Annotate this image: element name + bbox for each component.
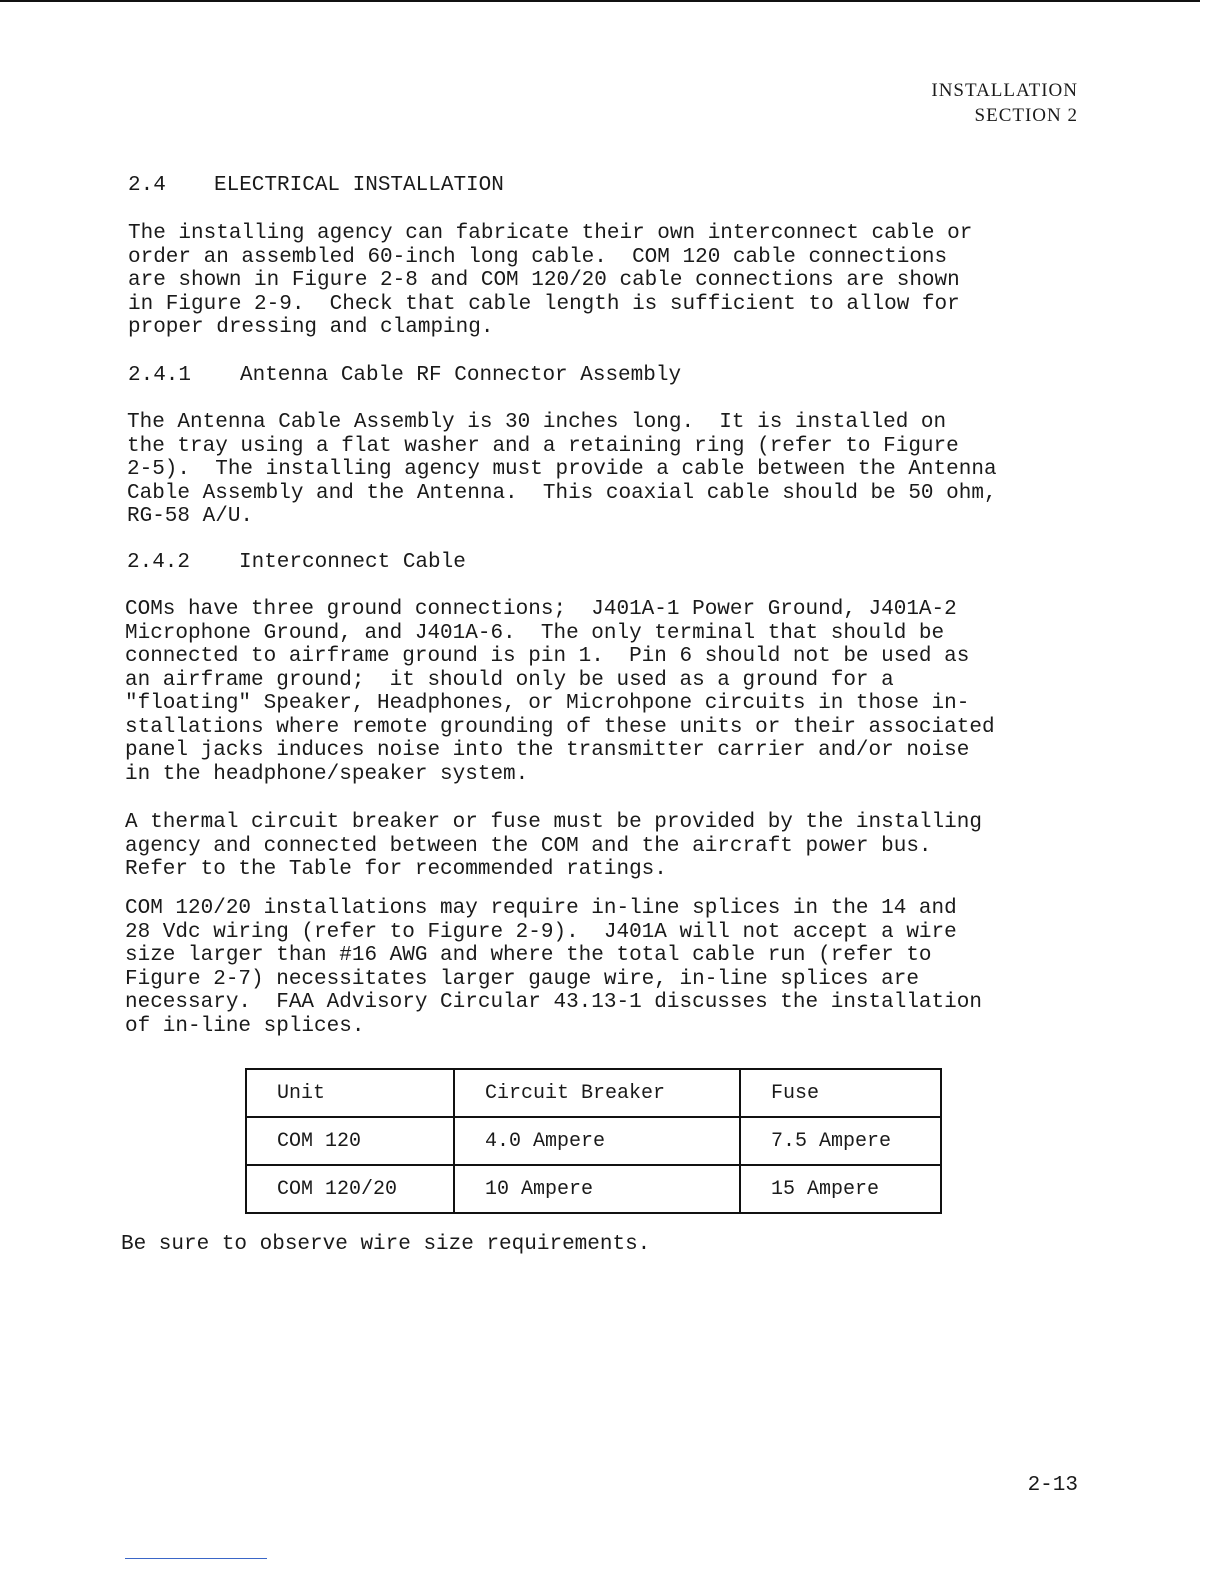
section-title: ELECTRICAL INSTALLATION — [214, 174, 504, 197]
table-cell: COM 120 — [246, 1117, 454, 1165]
subsection-heading-antenna — [128, 364, 681, 388]
table-header-row — [246, 1069, 941, 1117]
table-header-cell: Fuse — [740, 1069, 941, 1117]
section-intro-paragraph: The installing agency can fabricate their own interconnect cable or order an assembled 60-inch long cable. COM 120 cable connections are shown in Figure 2-8 and COM 120/20 cable connections are shown in Figure 2-9. Check that cable length is sufficient to allow for proper dressing and clamping. — [128, 222, 973, 339]
footer-note: Be sure to observe wire size requirements. — [121, 1233, 651, 1256]
bottom-stub-line — [125, 1558, 267, 1559]
top-rule — [0, 0, 1200, 2]
splices-paragraph: COM 120/20 installations may require in-line splices in the 14 and 28 Vdc wiring (refer to Figure 2-9). J401A will not accept a wire size larger than #16 AWG and where the total cable run (refer to Figure 2-7) necessitates larger gauge wire, in-line splices are necessary. FAA Advisory Circular 43.13-1 discusses the installation of in-line splices. — [125, 897, 982, 1038]
table-row — [246, 1165, 941, 1213]
subsection-number: 2.4.1 — [128, 364, 192, 387]
header-installation: INSTALLATION — [931, 80, 1078, 101]
table-header-cell: Circuit Breaker — [454, 1069, 740, 1117]
ratings-table — [245, 1068, 942, 1214]
subsection-heading-interconnect — [127, 551, 466, 575]
table-cell: 10 Ampere — [454, 1165, 740, 1213]
page-number: 2-13 — [1027, 1474, 1078, 1497]
circuit-breaker-paragraph: A thermal circuit breaker or fuse must be provided by the installing agency and connected between the COM and the aircraft power bus. Refer to the Table for recommended ratings. — [125, 811, 982, 881]
subsection-title: Antenna Cable RF Connector Assembly — [240, 364, 682, 387]
section-number: 2.4 — [128, 174, 166, 197]
antenna-paragraph: The Antenna Cable Assembly is 30 inches long. It is installed on the tray using a flat washer and a retaining ring (refer to Figure 2-5). The installing agency must provide a cable between the Antenna Cable Assembly and the Antenna. This coaxial cable should be 50 ohm, RG-58 A/U. — [127, 411, 997, 528]
table-cell: 7.5 Ampere — [740, 1117, 941, 1165]
table-cell: 4.0 Ampere — [454, 1117, 740, 1165]
ground-connections-paragraph: COMs have three ground connections; J401A-1 Power Ground, J401A-2 Microphone Ground, and J401A-6. The only terminal that should be connected to airframe ground is pin 1. Pin 6 should not be used as an airframe ground; it should only be used as a ground for a "floating" Speaker, Headphones, or Microhpone circuits in those in- stallations where remote grounding of these units or their associated panel jacks induces noise into the transmitter carrier and/or noise in the headphone/speaker system. — [125, 598, 995, 786]
page-header — [931, 78, 1078, 128]
table-cell: 15 Ampere — [740, 1165, 941, 1213]
header-section: SECTION 2 — [974, 105, 1078, 126]
section-heading — [128, 174, 504, 198]
subsection-number: 2.4.2 — [127, 551, 191, 574]
table-header-cell: Unit — [246, 1069, 454, 1117]
table-cell: COM 120/20 — [246, 1165, 454, 1213]
subsection-title: Interconnect Cable — [239, 551, 466, 574]
table-row — [246, 1117, 941, 1165]
